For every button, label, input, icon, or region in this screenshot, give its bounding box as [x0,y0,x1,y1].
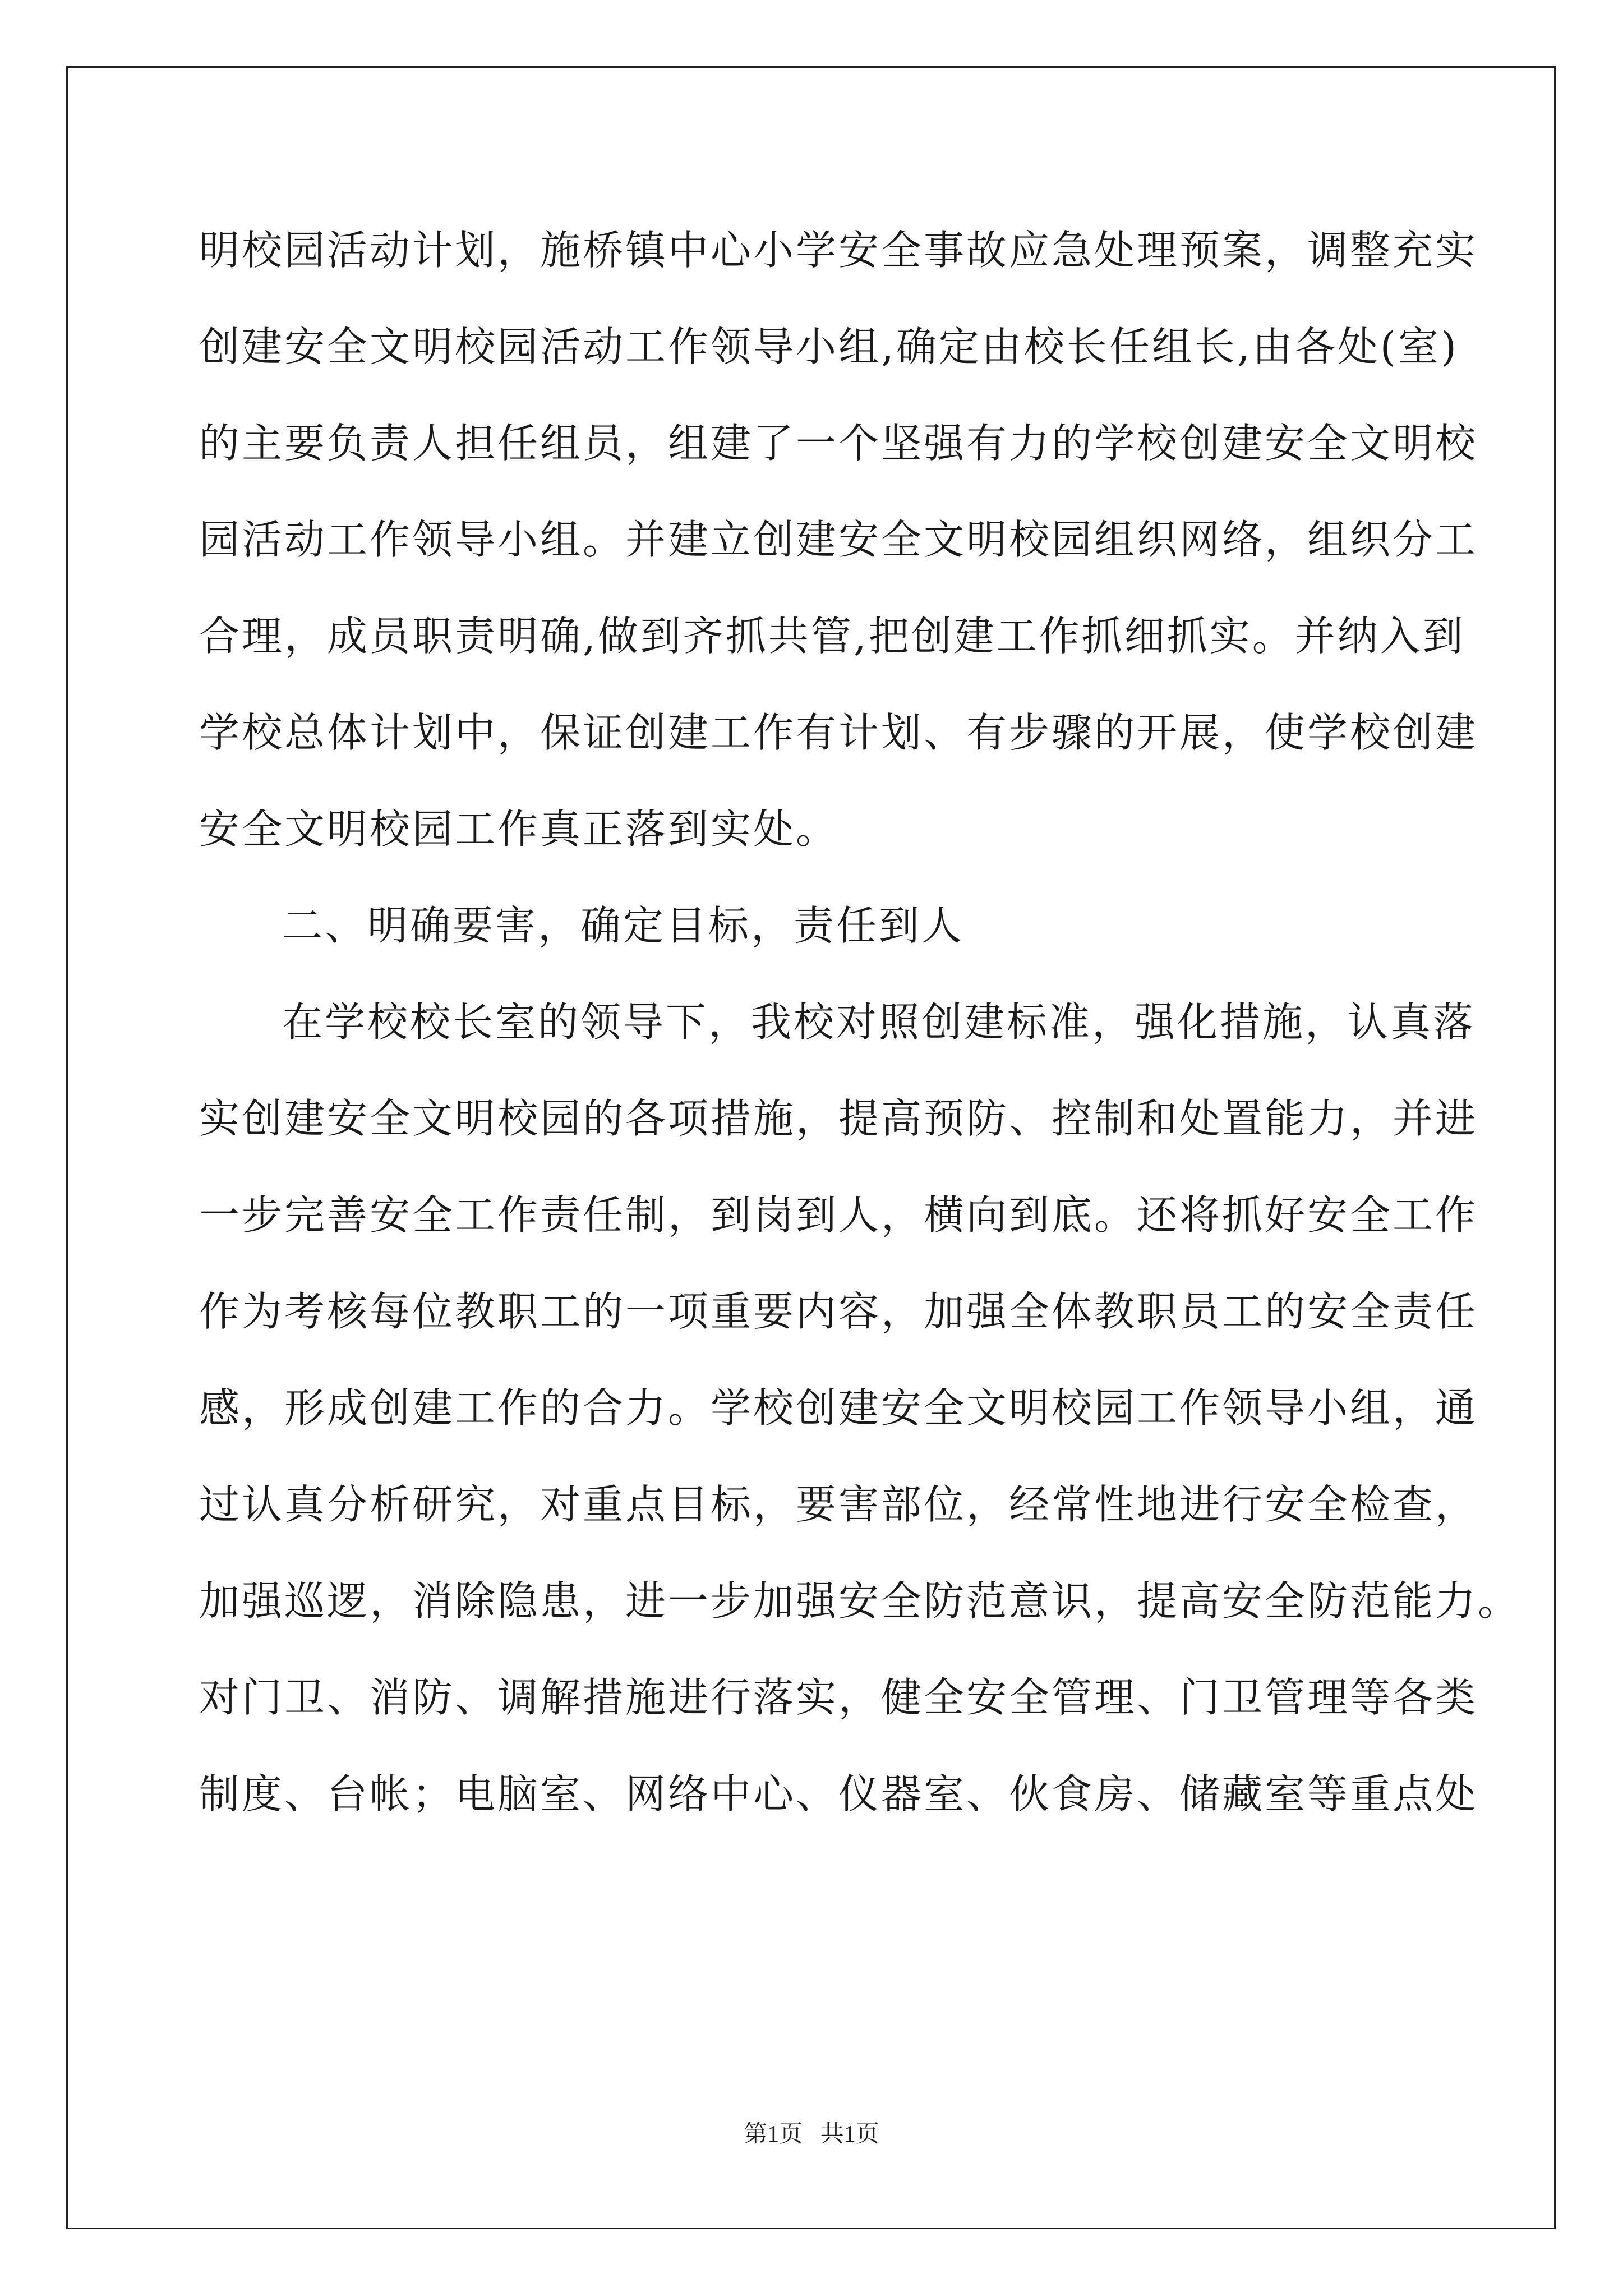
text-line: 过认真分析研究，对重点目标，要害部位，经常性地进行安全检查， [199,1481,1478,1528]
text-line: 创建安全文明校园活动工作领导小组,确定由校长任组长,由各处(室) [199,323,1459,370]
text-line: 明校园活动计划，施桥镇中心小学安全事故应急处理预案，调整充实 [199,227,1478,274]
text-line: 园活动工作领导小组。并建立创建安全文明校园组织网络，组织分工 [199,516,1478,563]
text-line: 在学校校长室的领导下，我校对照创建标准，强化措施，认真落 [282,999,1476,1046]
text-line: 合理，成员职责明确,做到齐抓共管,把创建工作抓细抓实。并纳入到 [199,613,1465,660]
text-line: 对门卫、消防、调解措施进行落实，健全安全管理、门卫管理等各类 [199,1674,1478,1721]
text-line: 一步完善安全工作责任制，到岗到人，横向到底。还将抓好安全工作 [199,1191,1478,1239]
text-line: 制度、台帐；电脑室、网络中心、仪器室、伙食房、储藏室等重点处 [199,1770,1478,1818]
text-line: 感，形成创建工作的合力。学校创建安全文明校园工作领导小组，通 [199,1384,1478,1432]
page-footer: 第1页 共1页 [744,2122,879,2147]
text-line: 学校总体计划中，保证创建工作有计划、有步骤的开展，使学校创建 [199,709,1478,756]
text-line: 安全文明校园工作真正落到实处。 [199,806,839,853]
text-line: 的主要负责人担任组员，组建了一个坚强有力的学校创建安全文明校 [199,420,1478,467]
text-line: 二、明确要害，确定目标，责任到人 [282,902,965,949]
text-line: 加强巡逻，消除隐患，进一步加强安全防范意识，提高安全防范能力。 [199,1577,1521,1625]
text-line: 作为考核每位教职工的一项重要内容，加强全体教职员工的安全责任 [199,1288,1478,1335]
document-body [199,220,1521,1860]
text-line: 实创建安全文明校园的各项措施，提高预防、控制和处置能力，并进 [199,1095,1478,1142]
